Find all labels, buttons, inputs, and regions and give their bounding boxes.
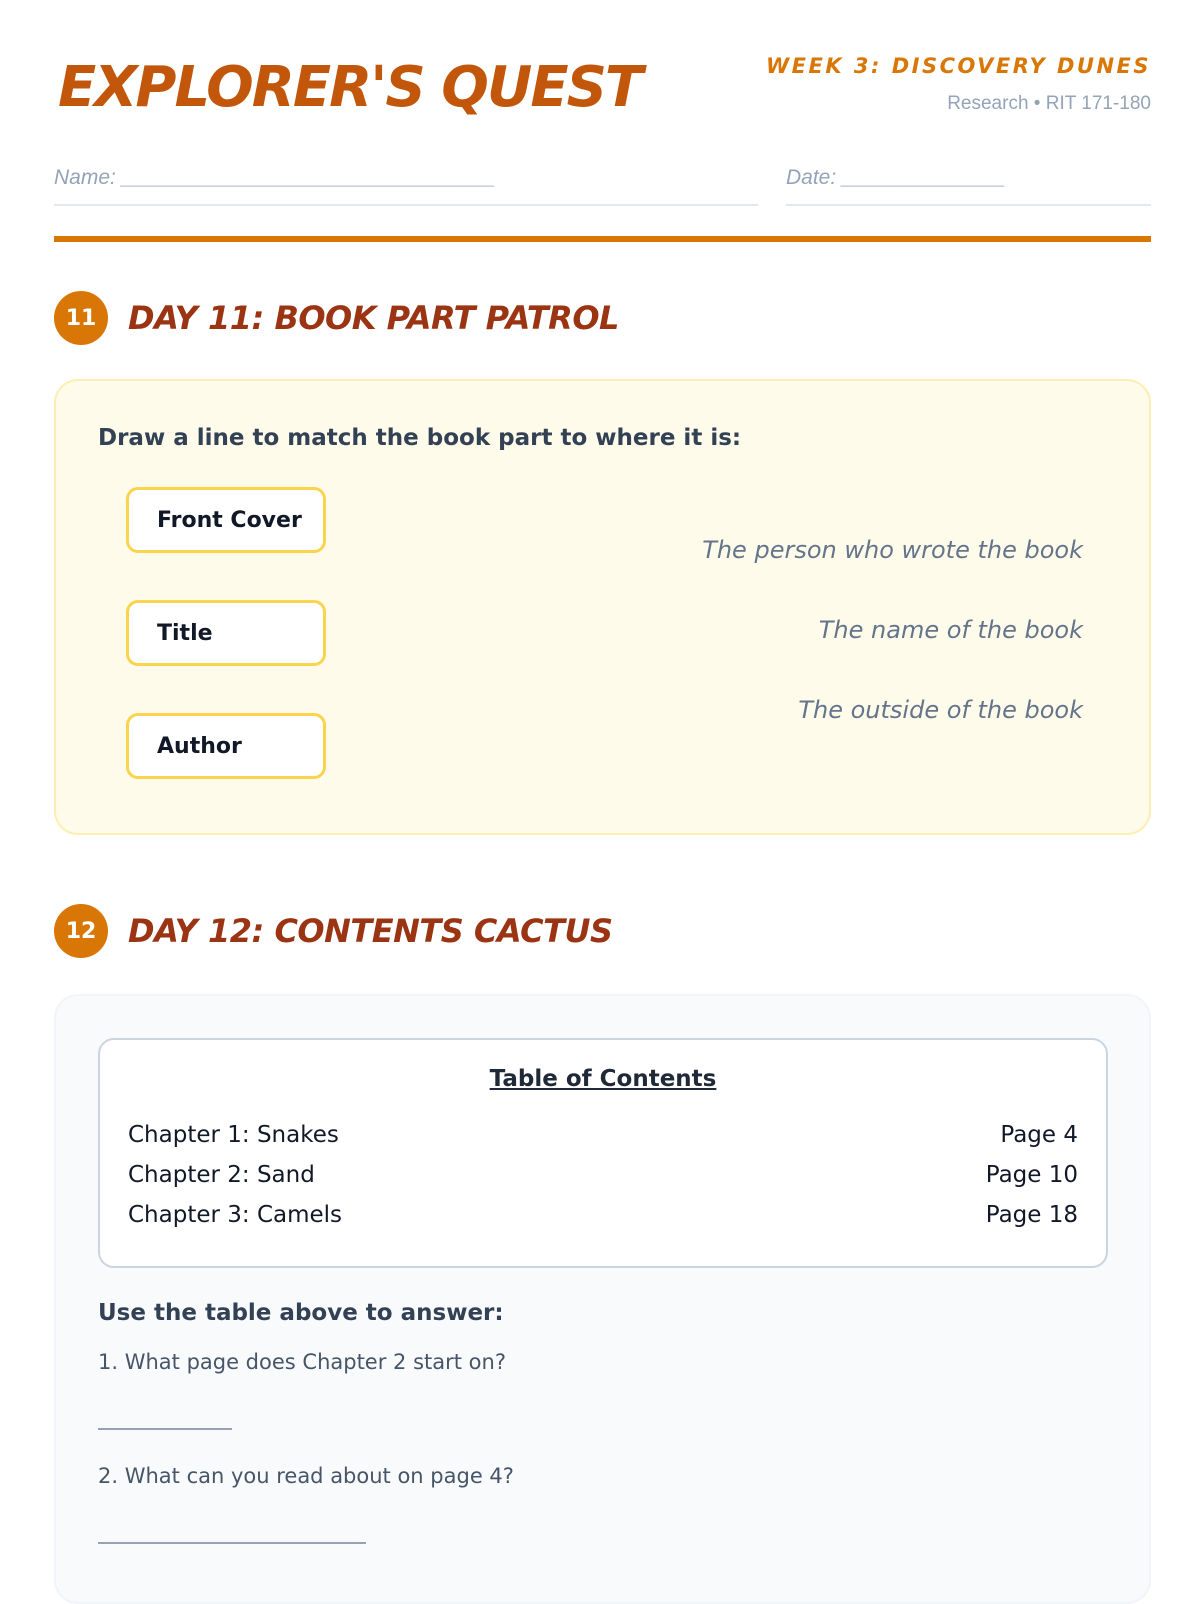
day12-title: DAY 12: CONTENTS CACTUS (128, 912, 613, 950)
questions-heading: Use the table above to answer: (98, 1300, 504, 1326)
toc-page: Page 18 (985, 1202, 1078, 1228)
question-2: 2. What can you read about on page 4? (98, 1464, 514, 1488)
match-item-title[interactable]: Title (126, 600, 326, 666)
answer-line-1[interactable] (98, 1428, 232, 1430)
toc-page: Page 10 (985, 1162, 1078, 1188)
matching-activity-card (54, 379, 1151, 835)
day11-badge: 11 (54, 291, 108, 345)
toc-row (128, 1202, 1078, 1234)
contents-activity-card (54, 994, 1151, 1604)
subject-level-label: Research • RIT 171-180 (947, 93, 1151, 114)
date-field[interactable]: Date: ______________ (786, 166, 1151, 206)
table-of-contents (98, 1038, 1108, 1268)
toc-chapter: Chapter 1: Snakes (128, 1122, 339, 1148)
toc-title: Table of Contents (489, 1066, 717, 1092)
toc-page: Page 4 (1000, 1122, 1078, 1148)
match-item-front-cover[interactable]: Front Cover (126, 487, 326, 553)
worksheet-page (54, 0, 1151, 1600)
day12-header (54, 904, 1151, 960)
name-field[interactable]: Name: ________________________________ (54, 166, 758, 206)
match-description-cover[interactable]: The outside of the book (798, 696, 1083, 724)
day11-title: DAY 11: BOOK PART PATROL (128, 299, 619, 337)
day12-badge: 12 (54, 904, 108, 958)
toc-chapter: Chapter 2: Sand (128, 1162, 315, 1188)
header-divider (54, 236, 1151, 242)
answer-line-2[interactable] (98, 1542, 366, 1544)
toc-chapter: Chapter 3: Camels (128, 1202, 343, 1228)
day11-header (54, 291, 1151, 347)
toc-row (128, 1162, 1078, 1194)
toc-row (128, 1122, 1078, 1154)
week-label: WEEK 3: DISCOVERY DUNES (765, 54, 1151, 78)
question-1: 1. What page does Chapter 2 start on? (98, 1350, 506, 1374)
match-description-title[interactable]: The name of the book (818, 616, 1083, 644)
match-description-author[interactable]: The person who wrote the book (702, 536, 1083, 564)
match-item-author[interactable]: Author (126, 713, 326, 779)
matching-instruction: Draw a line to match the book part to where it is: (98, 425, 742, 451)
worksheet-title: EXPLORER'S QUEST (58, 55, 642, 120)
